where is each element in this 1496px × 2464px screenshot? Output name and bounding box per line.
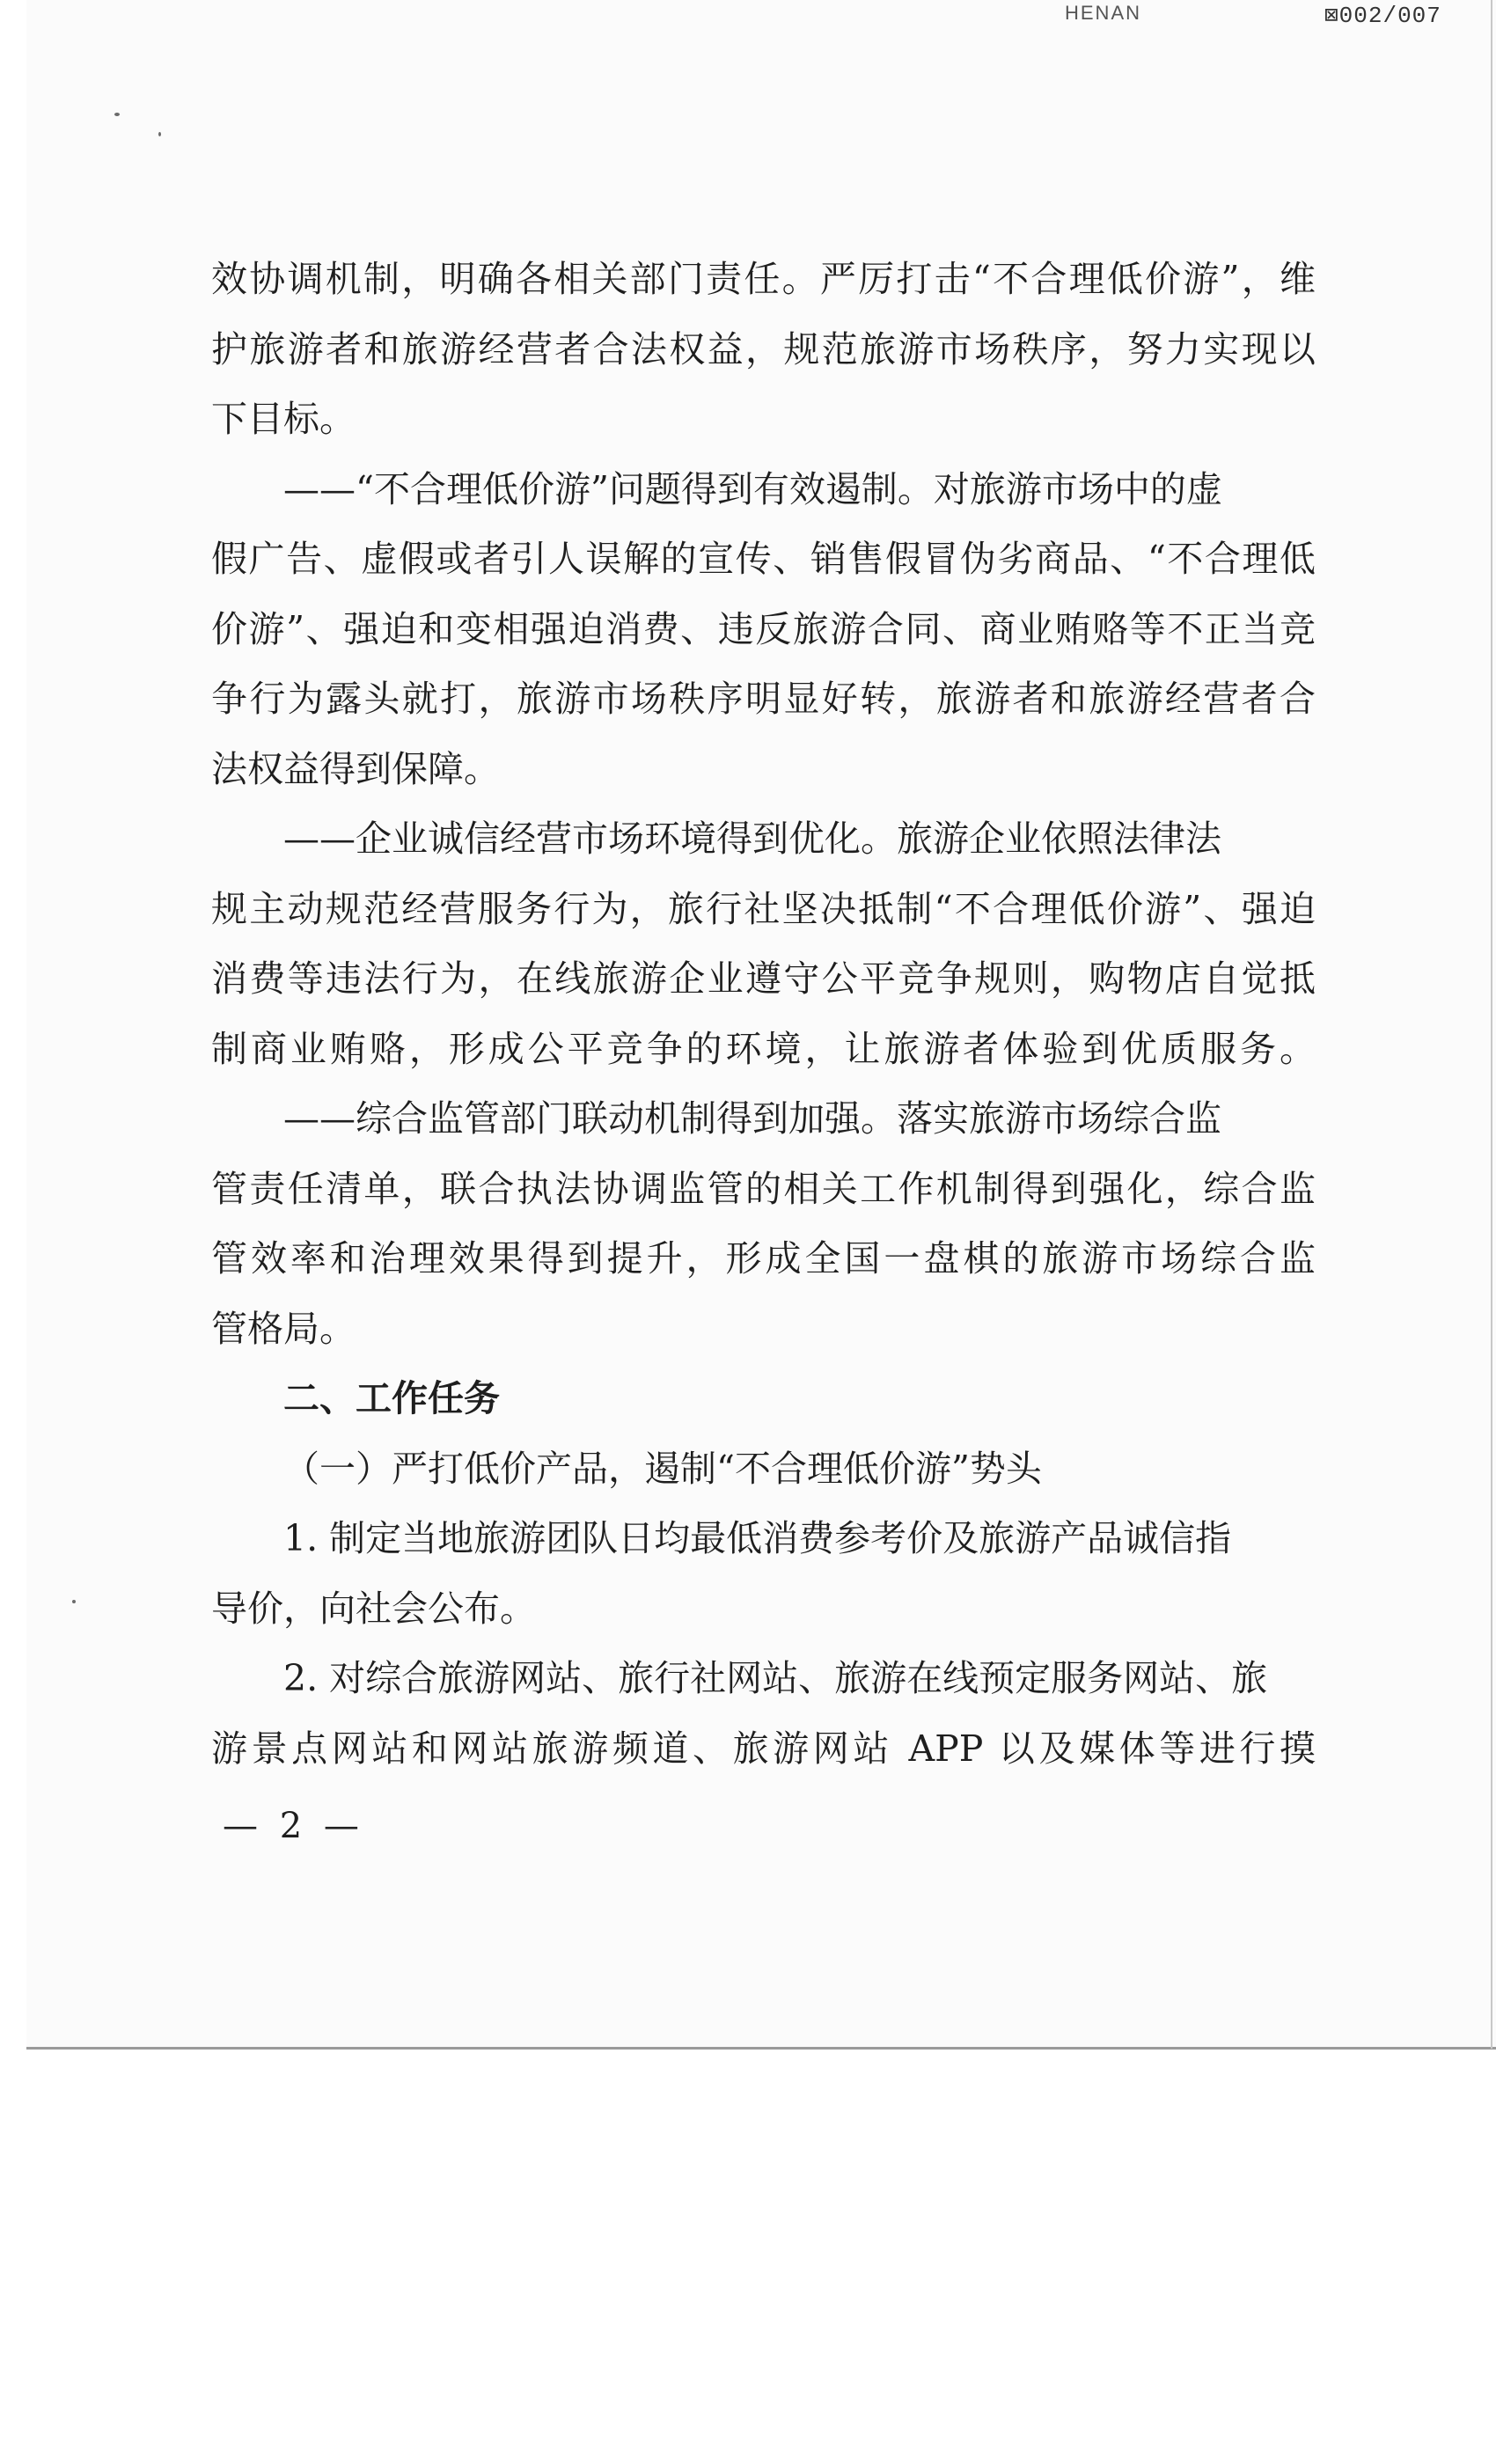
scan-speck [72,1600,76,1603]
body-line: 争行为露头就打，旅游市场秩序明显好转，旅游者和旅游经营者合 [211,678,1316,720]
body-line: 效协调机制，明确各相关部门责任。严厉打击“不合理低价游”，维 [211,258,1316,300]
body-line: 管责任清单，联合执法协调监管的相关工作机制得到强化，综合监 [211,1167,1316,1210]
scan-speck [114,113,120,116]
task-item-start: 2. 对综合旅游网站、旅行社网站、旅游在线预定服务网站、旅 [283,1657,1268,1699]
body-line: 管格局。 [211,1307,356,1350]
body-line: 制商业贿赂，形成公平竞争的环境，让旅游者体验到优质服务。 [211,1027,1316,1070]
page-bottom-edge [26,2047,1496,2050]
body-line: 价游”、强迫和变相强迫消费、违反旅游合同、商业贿赂等不正当竞 [211,607,1316,650]
body-line: 导价，向社会公布。 [211,1587,536,1630]
body-line: 护旅游者和旅游经营者合法权益，规范旅游市场秩序，努力实现以 [211,327,1316,370]
scan-speck [158,132,161,136]
section-heading: 二、工作任务 [283,1377,500,1419]
task-item-start: 1. 制定当地旅游团队日均最低消费参考价及旅游产品诚信指 [283,1517,1232,1559]
goal-paragraph-start: ——企业诚信经营市场环境得到优化。旅游企业依照法律法 [283,818,1221,860]
body-line: 下目标。 [211,398,356,440]
body-line: 法权益得到保障。 [211,747,500,790]
goal-paragraph-start: ——“不合理低价游”问题得到有效遏制。对旅游市场中的虚 [283,467,1222,510]
fax-header-sender: HENAN [1065,2,1142,24]
page-number: — 2 — [223,1806,364,1846]
body-line: 消费等违法行为，在线旅游企业遵守公平竞争规则，购物店自觉抵 [211,957,1316,1000]
goal-paragraph-start: ——综合监管部门联动机制得到加强。落实旅游市场综合监 [283,1097,1221,1140]
subsection-heading: （一）严打低价产品，遏制“不合理低价游”势头 [283,1447,1042,1490]
body-line: 游景点网站和网站旅游频道、旅游网站 APP 以及媒体等进行摸 [211,1727,1316,1770]
page-right-edge [1491,0,1492,2049]
document-body [211,245,1316,1784]
fax-header-page-count: ⊠002/007 [1324,3,1441,29]
body-line: 假广告、虚假或者引人误解的宣传、销售假冒伪劣商品、“不合理低 [211,538,1316,580]
body-line: 规主动规范经营服务行为，旅行社坚决抵制“不合理低价游”、强迫 [211,887,1316,930]
body-line: 管效率和治理效果得到提升，形成全国一盘棋的旅游市场综合监 [211,1237,1316,1280]
